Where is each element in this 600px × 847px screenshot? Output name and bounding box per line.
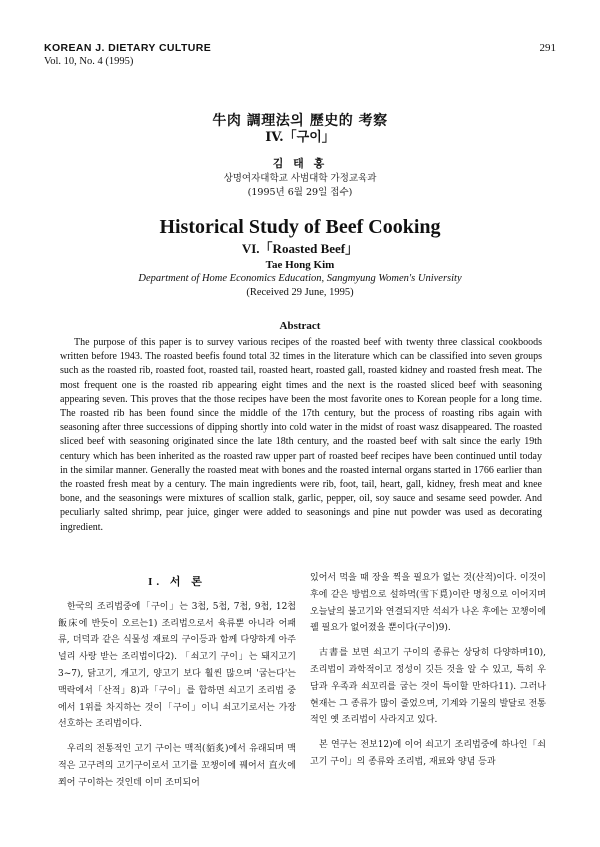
english-author: Tae Hong Kim — [265, 259, 335, 271]
korean-subtitle: IV.「구이」 — [265, 130, 335, 145]
page-number: 291 — [539, 42, 556, 54]
section-heading-introduction: I. 서 론 — [148, 576, 206, 588]
korean-title: 牛肉 調理法의 歷史的 考察 — [212, 113, 388, 129]
english-affiliation: Department of Home Economics Education, Sangmyung Women's University — [138, 273, 462, 284]
body-paragraph: 한국의 조리법중에「구이」는 3첩, 5첩, 7첩, 9첩, 12첩 飯床에 반듯이 오르는1) 조리법으로서 육류뿐 아니라 어패류, 더덕과 같은 식물성 재료의 구이등과 함께 다양하게 아주 널리 사랑 받는 조리법이다2). 「쇠고기 구이」는 돼지고기3~7), 닭고기, 개고기, 양고기 보다 훨씬 많으며 '굽는다'는 맥락에서「산적」8)과「구이」를 합하면 쇠고기 조리법 중에서 1위를 차지하는 것이「구이」이니 쇠고기로서는 가장 선호하는 조리법이다. — [58, 601, 296, 730]
journal-volume: Vol. 10, No. 4 (1995) — [44, 56, 134, 67]
korean-affiliation: 상명여자대학교 사범대학 가정교육과 — [223, 173, 377, 184]
body-paragraph: 본 연구는 전보12)에 이어 쇠고기 조리법중에 하나인「쇠고기 구이」의 종류와 조리법, 재료와 양념 등과 — [310, 740, 546, 767]
abstract-heading: Abstract — [279, 320, 321, 332]
body-paragraph: 있어서 먹을 때 장을 찍을 필요가 없는 것(산적)이다. 이것이 후에 같은 방법으로 설하멱(雪下覓)이란 명칭으로 이어지며 오늘날의 불고기와 연결되지만 석쇠가 나온 후에는 꼬챙이에 꿸 필요가 없어졌을 뿐이다(구이)9). — [310, 573, 546, 634]
body-paragraph: 古書를 보면 쇠고기 구이의 종류는 상당히 다양하며10), 조리법이 과학적이고 정성이 깃든 것을 알 수 있고, 특히 우담과 우족과 쇠꼬리를 굽는 것이 특이할 만하다11). 그러나 현재는 그 종류가 많이 줄었으며, 기계와 기물의 발달로 전통적인 옛 조리법이 사라지고 있다. — [310, 648, 546, 726]
english-subtitle: VI.「Roasted Beef」 — [241, 241, 359, 256]
korean-author: 김 태 홍 — [272, 157, 328, 170]
journal-name: KOREAN J. DIETARY CULTURE — [44, 42, 212, 54]
body-left-column — [58, 570, 296, 800]
english-received-date: (Received 29 June, 1995) — [246, 287, 354, 298]
abstract-text: The purpose of this paper is to survey various recipes of the roasted beef with twenty three classical cookboods written before 1943. The roasted beefis found total 32 times in the literature which can be classified into seven groups such as the roasted rib, roasted foot, roasted tail, roasted heart, roasted gall, roasted kidney and roasted fresh meat. The most frequent one is the roasted rib appearing eight times and the next is the roasted sliced beef with seasoning appearing seven. This proves that the those recipes have been the most favorite ones to Korean people for a long time. The roasted rib has been found since the middle of the 17th century, but the process of roasting ribs again with seasoning after three successions of dipping shortly into cold water in the midst of roast wasz disappeared. The roasted sliced beef with seasoning originated since the late 18th century, and the roasted beef with salt since the early 19th century which has been inherited as the roasted raw upper part of roasted beef recipes have been continued until today in the similar manner. Generally the roasted meat with bones and the roasted internal organs started in 1766 earlier than the roasted fresh meat by a century. The main ingredients were rib, foot, tail, heart, gall, kidney, fresh meat and knee bone, and the seasonings were mixtures of scallion stalk, garlic, pepper, oil, soy sauce and sesame seed powder. And peculiarly salted shrimp, pear juice, ginger were added to seasonings and pine nut powder was used as decorating ingredient. — [60, 337, 542, 533]
korean-received-date: (1995년 6월 29일 접수) — [247, 187, 353, 198]
english-title: Historical Study of Beef Cooking — [159, 216, 441, 238]
body-right-column — [310, 570, 546, 779]
body-paragraph: 우리의 전통적인 고기 구이는 맥적(貊炙)에서 유래되며 맥적은 고구려의 고기구이로서 고기를 꼬챙이에 꿰어서 直火에 쬐어 구이하는 것인데 이미 조미되어 — [58, 744, 296, 788]
